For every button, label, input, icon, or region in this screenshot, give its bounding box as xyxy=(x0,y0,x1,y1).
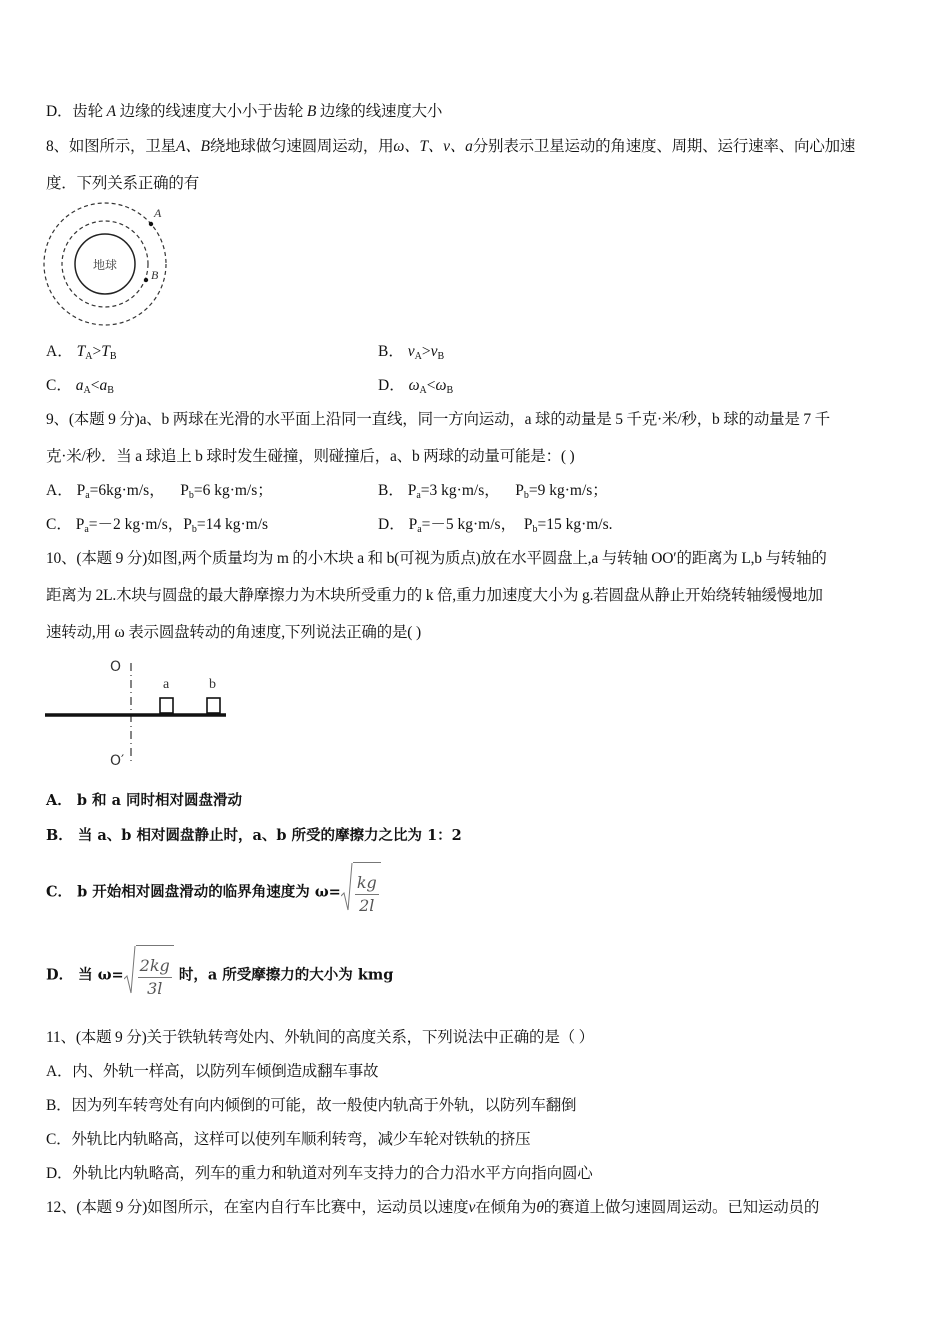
momentum-symbol: P xyxy=(76,482,86,499)
q10-turntable-figure xyxy=(44,655,234,775)
subscript: B xyxy=(446,385,454,396)
q8-stem-line2: 度．下列关系正确的有 xyxy=(46,175,200,192)
option-label: A． xyxy=(46,1063,73,1080)
subscript: A xyxy=(419,385,427,396)
option-label: B． xyxy=(378,343,404,360)
var-v: v xyxy=(468,1199,476,1216)
operator: < xyxy=(90,377,100,394)
momentum-symbol: P xyxy=(515,482,524,499)
var-b: B xyxy=(306,103,317,120)
option-text: b 和 a 同时相对圆盘滑动 xyxy=(76,792,243,809)
q8-option-c xyxy=(46,376,114,401)
pb-value: =6 kg·m/s； xyxy=(193,482,273,499)
var-a: A xyxy=(106,103,116,120)
subscript: a xyxy=(85,490,90,501)
subscript: b xyxy=(532,524,538,535)
momentum-symbol: P xyxy=(408,516,418,533)
option-label: C． xyxy=(46,377,72,394)
var: v xyxy=(407,343,415,360)
fraction xyxy=(138,956,172,999)
operator: > xyxy=(421,343,431,360)
option-label: D． xyxy=(46,966,74,984)
satellite-b-label: B xyxy=(151,268,159,282)
q9-option-d xyxy=(378,515,613,540)
denominator: 3l xyxy=(147,978,163,998)
denominator: 2l xyxy=(359,895,375,915)
q9-option-c xyxy=(46,515,268,540)
pb-value: =15 kg·m/s. xyxy=(537,516,613,533)
option-label: D． xyxy=(46,103,73,120)
pb-value: =9 kg·m/s； xyxy=(528,482,608,499)
option-text: b 开始相对圆盘滑动的临界角速度为 ω= xyxy=(77,883,341,901)
axis-top-label: O xyxy=(110,659,122,675)
stem-text: 如图所示，卫星 xyxy=(68,138,176,155)
option-text: 边缘的线速度大小 xyxy=(319,103,443,120)
option-text: 时，a 所受摩擦力的大小为 kmg xyxy=(178,966,394,984)
sqrt-expression xyxy=(124,945,174,1006)
option-label: A． xyxy=(46,482,73,499)
option-label: B． xyxy=(378,482,404,499)
pa-value: =－5 kg·m/s， xyxy=(421,516,517,533)
momentum-symbol: P xyxy=(407,482,417,499)
radical-sign-icon xyxy=(341,862,353,912)
option-label: A． xyxy=(46,343,73,360)
q10-stem-line2: 距离为 2L.木块与圆盘的最大静摩擦力为木块所受重力的 k 倍,重力加速度大小为 g.若圆盘从静止开始绕转轴缓慢地加 xyxy=(46,587,823,604)
radical-sign-icon xyxy=(124,945,136,995)
option-text: 齿轮 xyxy=(72,103,103,120)
earth-label: 地球 xyxy=(93,258,118,272)
option-label: C． xyxy=(46,883,73,901)
q9-stem-line1: 9、(本题 9 分)a、b 两球在光滑的水平面上沿同一直线，同一方向运动，a 球的动量是 5 千克·米/秒，b 球的动量是 7 千 xyxy=(46,411,830,428)
q8-stem-line1 xyxy=(46,137,855,157)
subscript: B xyxy=(107,385,114,396)
option-label: D． xyxy=(378,516,405,533)
var: ω xyxy=(435,377,447,394)
option-label: B． xyxy=(46,1097,72,1114)
subscript: B xyxy=(437,351,445,362)
pb-value: =14 kg·m/s xyxy=(196,516,269,533)
option-label: D． xyxy=(378,377,405,394)
var-theta: θ xyxy=(536,1199,544,1216)
var: v xyxy=(430,343,438,360)
subscript: a xyxy=(84,524,89,535)
q10-option-c xyxy=(46,862,381,920)
q11-stem: 11、(本题 9 分)关于铁轨转弯处内、外轨间的高度关系，下列说法中正确的是（ ） xyxy=(46,1029,594,1046)
sqrt-expression xyxy=(341,862,381,923)
var: T xyxy=(101,343,110,360)
stem-text: 在倾角为 xyxy=(475,1199,537,1216)
subscript: A xyxy=(83,385,91,396)
satellite-vars: A、B xyxy=(175,138,210,155)
numerator: kg xyxy=(355,873,379,895)
block-b-label: b xyxy=(209,677,216,692)
q11-option-c xyxy=(46,1130,530,1150)
stem-text: 绕地球做匀速圆周运动，用 xyxy=(209,138,394,155)
turntable-diagram-icon xyxy=(44,655,234,775)
pa-value: =－2 kg·m/s， xyxy=(88,516,184,533)
stem-text: 的赛道上做匀速圆周运动。已知运动员的 xyxy=(543,1199,820,1216)
option-label: A． xyxy=(46,792,72,809)
option-text: 外轨比内轨略高，这样可以使列车顺利转弯，减少车轮对铁轨的挤压 xyxy=(71,1131,531,1148)
numerator: 2kg xyxy=(138,956,172,978)
q12-stem-line1 xyxy=(46,1198,819,1218)
q9-stem-line2: 克·米/秒．当 a 球追上 b 球时发生碰撞，则碰撞后，a、b 两球的动量可能是：( ) xyxy=(46,448,575,465)
option-text: 当 a、b 相对圆盘静止时，a、b 所受的摩擦力之比为 1：2 xyxy=(77,827,462,844)
operator: > xyxy=(92,343,102,360)
q9-option-a xyxy=(46,481,273,506)
q10-stem-line3: 速转动,用 ω 表示圆盘转动的角速度,下列说法正确的是( ) xyxy=(46,624,421,641)
option-text: 内、外轨一样高，以防列车倾倒造成翻车事故 xyxy=(72,1063,379,1080)
subscript: B xyxy=(109,351,117,362)
option-text: 当 ω= xyxy=(78,966,124,984)
q10-option-b xyxy=(46,826,462,846)
q11-option-d xyxy=(46,1164,593,1184)
q8-option-a xyxy=(46,342,116,367)
var: T xyxy=(76,343,86,360)
momentum-symbol: P xyxy=(183,516,192,533)
subscript: b xyxy=(523,490,529,501)
option-label: D． xyxy=(46,1165,73,1182)
stem-text: 12、(本题 9 分)如图所示，在室内自行车比赛中，运动员以速度 xyxy=(46,1199,469,1216)
satellite-a-label: A xyxy=(154,206,162,220)
q9-option-b xyxy=(378,481,608,506)
question-number: 8、 xyxy=(46,138,69,155)
operator: < xyxy=(426,377,436,394)
subscript: a xyxy=(417,524,422,535)
stem-text: 分别表示卫星运动的角速度、周期、运行速率、向心加速 xyxy=(472,138,856,155)
axis-bottom-label: O′ xyxy=(110,753,125,769)
option-text: 因为列车转弯处有向内倾倒的可能，故一般使内轨高于外轨，以防列车翻倒 xyxy=(71,1097,577,1114)
q8-option-d xyxy=(378,376,453,401)
fraction xyxy=(355,873,379,916)
pa-value: =6kg·m/s， xyxy=(89,482,165,499)
momentum-symbol: P xyxy=(75,516,85,533)
q11-option-a xyxy=(46,1062,378,1082)
q10-option-d xyxy=(46,945,393,1003)
momentum-symbol: P xyxy=(523,516,533,533)
var: ω xyxy=(408,377,420,394)
option-label: C． xyxy=(46,1131,72,1148)
option-label: C． xyxy=(46,516,72,533)
option-text: 边缘的线速度大小小于齿轮 xyxy=(119,103,304,120)
momentum-symbol: P xyxy=(180,482,189,499)
subscript: b xyxy=(188,490,194,501)
q10-option-a xyxy=(46,791,242,811)
q8-option-b xyxy=(378,342,444,367)
subscript: A xyxy=(85,351,93,362)
option-text: 外轨比内轨略高，列车的重力和轨道对列车支持力的合力沿水平方向指向圆心 xyxy=(72,1165,593,1182)
subscript: A xyxy=(414,351,422,362)
var: a xyxy=(75,377,84,394)
option-label: B． xyxy=(46,827,73,844)
q7-option-d xyxy=(46,102,442,122)
q11-option-b xyxy=(46,1096,576,1116)
pa-value: =3 kg·m/s， xyxy=(420,482,500,499)
q10-stem-line1: 10、(本题 9 分)如图,两个质量均为 m 的小木块 a 和 b(可视为质点)放在水平圆盘上,a 与转轴 OO′的距离为 L,b 与转轴的 xyxy=(46,550,827,567)
var: a xyxy=(99,377,108,394)
q8-orbit-figure xyxy=(42,200,172,330)
block-a-label: a xyxy=(163,677,170,692)
symbol-list: ω、T、v、a xyxy=(393,138,473,155)
subscript: b xyxy=(191,524,197,535)
subscript: a xyxy=(416,490,421,501)
